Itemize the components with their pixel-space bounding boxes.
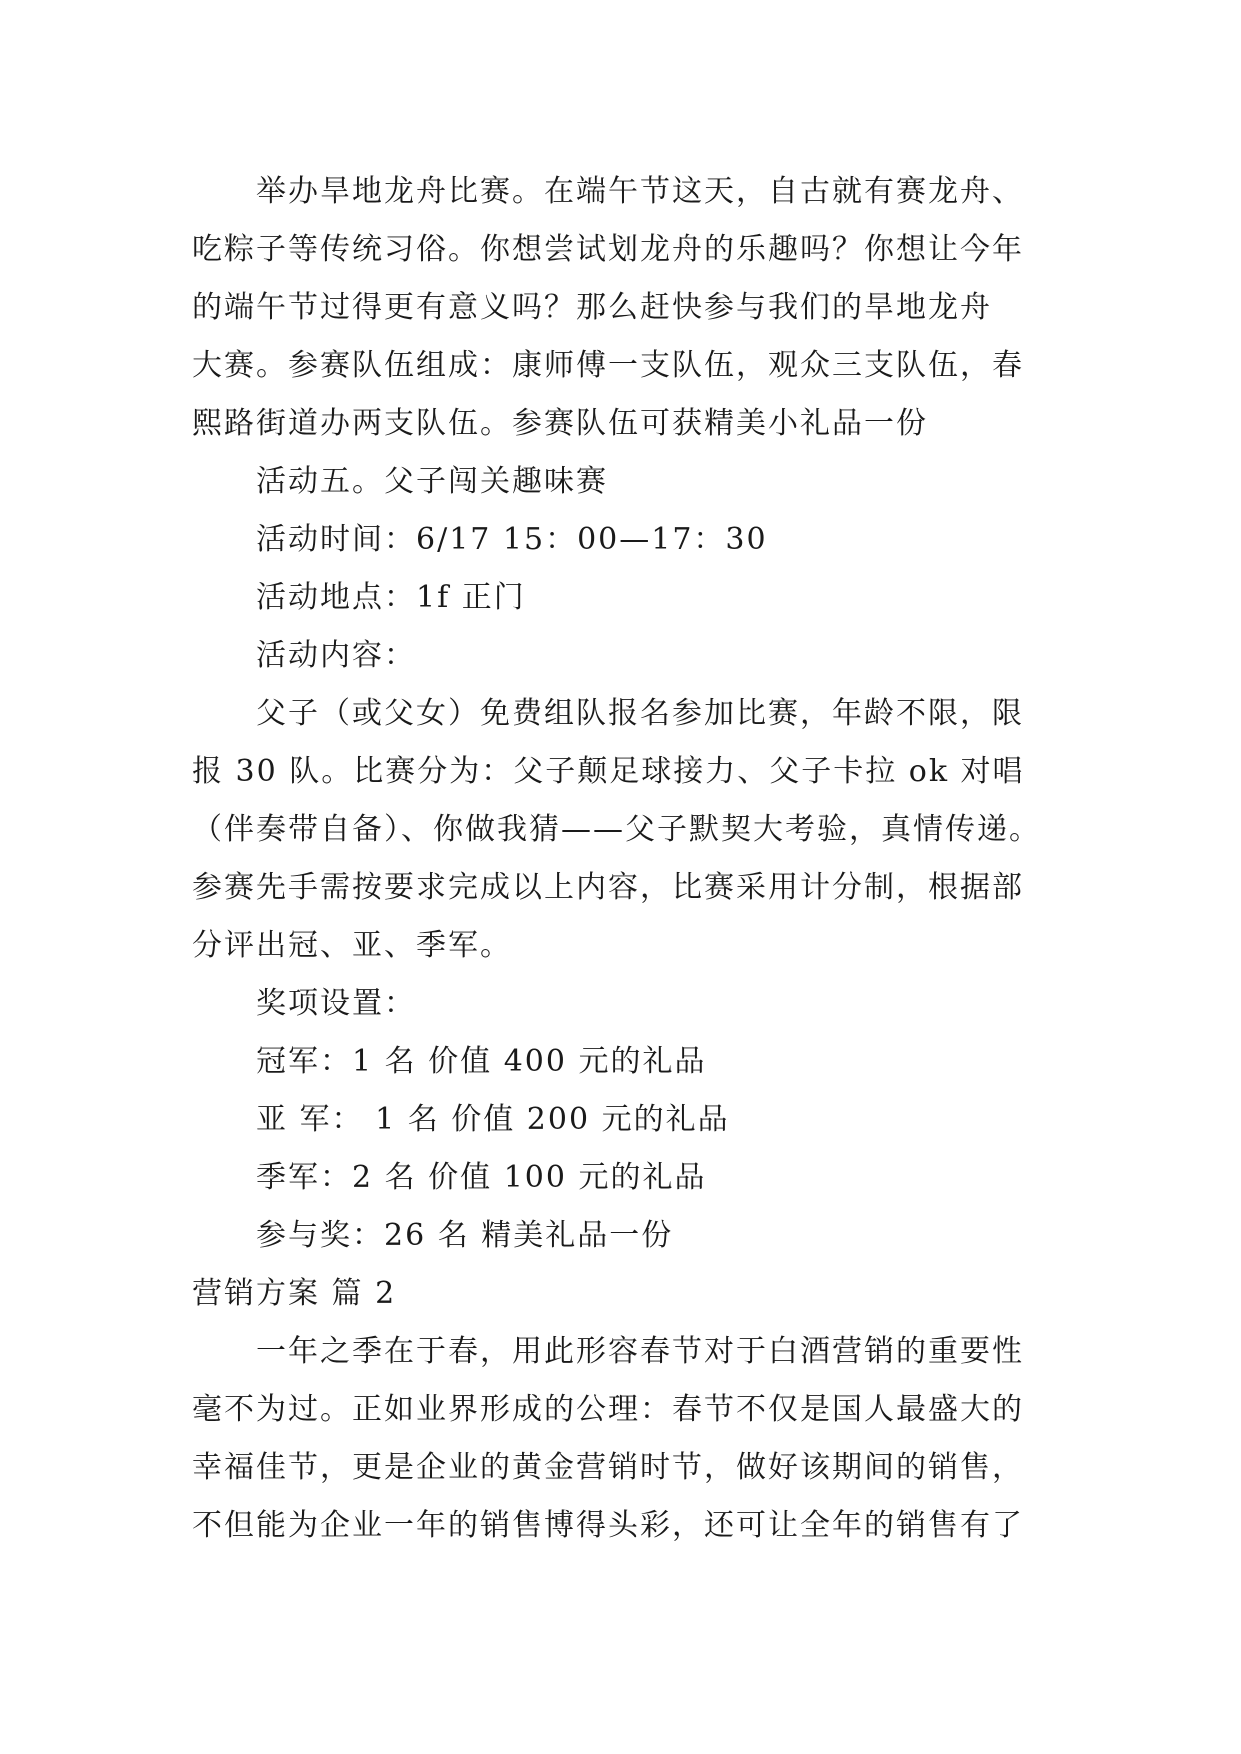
award-first-place: 冠军：1 名 价值 400 元的礼品 <box>256 1044 707 1079</box>
text-line: 的端午节过得更有意义吗？那么赶快参与我们的旱地龙舟 <box>192 290 992 325</box>
text-line: 分评出冠、亚、季军。 <box>192 928 512 963</box>
text-line: 举办旱地龙舟比赛。在端午节这天，自古就有赛龙舟、 <box>256 174 1024 209</box>
activity-content-label: 活动内容： <box>256 638 416 673</box>
section-heading: 营销方案 篇 2 <box>192 1276 397 1311</box>
award-third-place: 季军：2 名 价值 100 元的礼品 <box>256 1160 707 1195</box>
paragraph-spring-festival <box>192 1323 1052 1555</box>
activity-time: 活动时间：6/17 15：00—17：30 <box>256 522 768 557</box>
text-line: 参赛先手需按要求完成以上内容，比赛采用计分制，根据部 <box>192 870 1024 905</box>
awards-label: 奖项设置： <box>256 986 416 1021</box>
text-line: 父子（或父女）免费组队报名参加比赛，年龄不限，限 <box>256 696 1024 731</box>
text-line: 熙路街道办两支队伍。参赛队伍可获精美小礼品一份 <box>192 406 928 441</box>
text-line: 不但能为企业一年的销售博得头彩，还可让全年的销售有了 <box>192 1508 1024 1543</box>
activity-location: 活动地点：1f 正门 <box>256 580 526 615</box>
text-line: 报 30 队。比赛分为：父子颠足球接力、父子卡拉 ok 对唱 <box>192 754 1025 789</box>
text-line: 大赛。参赛队伍组成：康师傅一支队伍，观众三支队伍，春 <box>192 348 1024 383</box>
award-second-place: 亚 军： 1 名 价值 200 元的礼品 <box>256 1102 730 1137</box>
text-line: 幸福佳节，更是企业的黄金营销时节，做好该期间的销售， <box>192 1450 1024 1485</box>
activity-title: 活动五。父子闯关趣味赛 <box>256 464 608 499</box>
paragraph-activity-content <box>192 685 1052 975</box>
award-participation: 参与奖：26 名 精美礼品一份 <box>256 1218 674 1253</box>
text-line: （伴奏带自备）、你做我猜——父子默契大考验，真情传递。 <box>192 812 1041 847</box>
document-body <box>192 163 1052 1555</box>
text-line: 一年之季在于春，用此形容春节对于白酒营销的重要性 <box>256 1334 1024 1369</box>
text-line: 吃粽子等传统习俗。你想尝试划龙舟的乐趣吗？你想让今年 <box>192 232 1024 267</box>
text-line: 毫不为过。正如业界形成的公理：春节不仅是国人最盛大的 <box>192 1392 1024 1427</box>
awards-block <box>192 975 1052 1265</box>
paragraph-dragon-boat <box>192 163 1052 453</box>
activity-five-block <box>192 453 1052 685</box>
